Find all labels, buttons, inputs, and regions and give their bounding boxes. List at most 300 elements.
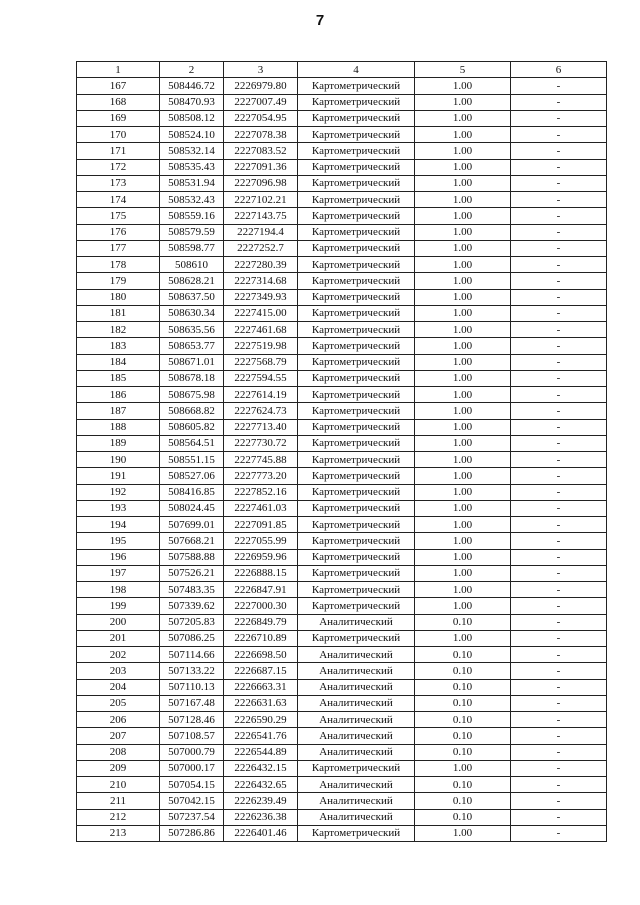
note-cell: -: [511, 663, 607, 679]
note-cell: -: [511, 728, 607, 744]
point-number-cell: 194: [77, 517, 160, 533]
x-coordinate-cell: 508559.16: [160, 208, 224, 224]
accuracy-cell: 1.00: [415, 760, 511, 776]
method-cell: Картометрический: [298, 143, 415, 159]
accuracy-cell: 0.10: [415, 777, 511, 793]
x-coordinate-cell: 508637.50: [160, 289, 224, 305]
method-cell: Картометрический: [298, 403, 415, 419]
point-number-cell: 193: [77, 500, 160, 516]
y-coordinate-cell: 2226239.49: [224, 793, 298, 809]
table-row: [77, 484, 607, 500]
accuracy-cell: 1.00: [415, 322, 511, 338]
note-cell: -: [511, 403, 607, 419]
x-coordinate-cell: 508024.45: [160, 500, 224, 516]
x-coordinate-cell: 508579.59: [160, 224, 224, 240]
note-cell: -: [511, 533, 607, 549]
method-cell: Аналитический: [298, 614, 415, 630]
note-cell: -: [511, 143, 607, 159]
x-coordinate-cell: 507483.35: [160, 582, 224, 598]
y-coordinate-cell: 2227852.16: [224, 484, 298, 500]
table-body: [77, 78, 607, 842]
column-header: 3: [224, 62, 298, 78]
table-row: [77, 435, 607, 451]
method-cell: Картометрический: [298, 565, 415, 581]
point-number-cell: 173: [77, 175, 160, 191]
y-coordinate-cell: 2227054.95: [224, 110, 298, 126]
y-coordinate-cell: 2226631.63: [224, 695, 298, 711]
point-number-cell: 206: [77, 712, 160, 728]
y-coordinate-cell: 2227745.88: [224, 452, 298, 468]
table-row: [77, 273, 607, 289]
x-coordinate-cell: 507128.46: [160, 712, 224, 728]
y-coordinate-cell: 2226401.46: [224, 825, 298, 841]
y-coordinate-cell: 2227614.19: [224, 387, 298, 403]
x-coordinate-cell: 507110.13: [160, 679, 224, 695]
table-row: [77, 825, 607, 841]
method-cell: Аналитический: [298, 695, 415, 711]
note-cell: -: [511, 305, 607, 321]
y-coordinate-cell: 2226687.15: [224, 663, 298, 679]
note-cell: -: [511, 419, 607, 435]
table-row: [77, 305, 607, 321]
note-cell: -: [511, 208, 607, 224]
method-cell: Картометрический: [298, 435, 415, 451]
method-cell: Картометрический: [298, 159, 415, 175]
point-number-cell: 171: [77, 143, 160, 159]
point-number-cell: 180: [77, 289, 160, 305]
method-cell: Картометрический: [298, 175, 415, 191]
y-coordinate-cell: 2227083.52: [224, 143, 298, 159]
point-number-cell: 167: [77, 78, 160, 94]
x-coordinate-cell: 508470.93: [160, 94, 224, 110]
y-coordinate-cell: 2226979.80: [224, 78, 298, 94]
method-cell: Картометрический: [298, 110, 415, 126]
note-cell: -: [511, 549, 607, 565]
table-row: [77, 712, 607, 728]
x-coordinate-cell: 508532.43: [160, 192, 224, 208]
method-cell: Картометрический: [298, 322, 415, 338]
point-number-cell: 210: [77, 777, 160, 793]
note-cell: -: [511, 582, 607, 598]
note-cell: -: [511, 712, 607, 728]
x-coordinate-cell: 508678.18: [160, 370, 224, 386]
x-coordinate-cell: 507588.88: [160, 549, 224, 565]
accuracy-cell: 1.00: [415, 273, 511, 289]
note-cell: -: [511, 370, 607, 386]
method-cell: Картометрический: [298, 192, 415, 208]
method-cell: Картометрический: [298, 533, 415, 549]
note-cell: -: [511, 500, 607, 516]
y-coordinate-cell: 2227461.68: [224, 322, 298, 338]
y-coordinate-cell: 2227007.49: [224, 94, 298, 110]
table-row: [77, 338, 607, 354]
table-row: [77, 744, 607, 760]
point-number-cell: 200: [77, 614, 160, 630]
table-row: [77, 728, 607, 744]
method-cell: Картометрический: [298, 78, 415, 94]
note-cell: -: [511, 793, 607, 809]
x-coordinate-cell: 507167.48: [160, 695, 224, 711]
note-cell: -: [511, 192, 607, 208]
table-row: [77, 78, 607, 94]
method-cell: Картометрический: [298, 273, 415, 289]
accuracy-cell: 1.00: [415, 208, 511, 224]
accuracy-cell: 1.00: [415, 127, 511, 143]
method-cell: Картометрический: [298, 630, 415, 646]
x-coordinate-cell: 507000.17: [160, 760, 224, 776]
method-cell: Аналитический: [298, 663, 415, 679]
table-row: [77, 143, 607, 159]
y-coordinate-cell: 2227143.75: [224, 208, 298, 224]
note-cell: -: [511, 614, 607, 630]
table-row: [77, 159, 607, 175]
method-cell: Картометрический: [298, 419, 415, 435]
y-coordinate-cell: 2227519.98: [224, 338, 298, 354]
column-header: 1: [77, 62, 160, 78]
point-number-cell: 201: [77, 630, 160, 646]
accuracy-cell: 1.00: [415, 338, 511, 354]
accuracy-cell: 0.10: [415, 809, 511, 825]
accuracy-cell: 1.00: [415, 549, 511, 565]
x-coordinate-cell: 508675.98: [160, 387, 224, 403]
accuracy-cell: 1.00: [415, 517, 511, 533]
y-coordinate-cell: 2227280.39: [224, 257, 298, 273]
point-number-cell: 189: [77, 435, 160, 451]
accuracy-cell: 1.00: [415, 192, 511, 208]
point-number-cell: 185: [77, 370, 160, 386]
table-header-row: [77, 62, 607, 78]
method-cell: Картометрический: [298, 289, 415, 305]
x-coordinate-cell: 508564.51: [160, 435, 224, 451]
x-coordinate-cell: 508610: [160, 257, 224, 273]
x-coordinate-cell: 507054.15: [160, 777, 224, 793]
accuracy-cell: 1.00: [415, 143, 511, 159]
y-coordinate-cell: 2226959.96: [224, 549, 298, 565]
note-cell: -: [511, 257, 607, 273]
point-number-cell: 169: [77, 110, 160, 126]
table-row: [77, 192, 607, 208]
method-cell: Картометрический: [298, 370, 415, 386]
point-number-cell: 203: [77, 663, 160, 679]
accuracy-cell: 1.00: [415, 387, 511, 403]
accuracy-cell: 1.00: [415, 175, 511, 191]
x-coordinate-cell: 508605.82: [160, 419, 224, 435]
accuracy-cell: 1.00: [415, 565, 511, 581]
point-number-cell: 188: [77, 419, 160, 435]
y-coordinate-cell: 2227624.73: [224, 403, 298, 419]
y-coordinate-cell: 2226698.50: [224, 647, 298, 663]
y-coordinate-cell: 2226849.79: [224, 614, 298, 630]
method-cell: Аналитический: [298, 728, 415, 744]
method-cell: Картометрический: [298, 500, 415, 516]
table-row: [77, 289, 607, 305]
table-row: [77, 257, 607, 273]
x-coordinate-cell: 508508.12: [160, 110, 224, 126]
method-cell: Картометрический: [298, 517, 415, 533]
table-row: [77, 452, 607, 468]
column-header: 6: [511, 62, 607, 78]
y-coordinate-cell: 2226544.89: [224, 744, 298, 760]
point-number-cell: 183: [77, 338, 160, 354]
point-number-cell: 174: [77, 192, 160, 208]
note-cell: -: [511, 695, 607, 711]
point-number-cell: 207: [77, 728, 160, 744]
note-cell: -: [511, 387, 607, 403]
note-cell: -: [511, 322, 607, 338]
accuracy-cell: 0.10: [415, 679, 511, 695]
x-coordinate-cell: 507237.54: [160, 809, 224, 825]
method-cell: Картометрический: [298, 354, 415, 370]
method-cell: Картометрический: [298, 305, 415, 321]
x-coordinate-cell: 508531.94: [160, 175, 224, 191]
accuracy-cell: 1.00: [415, 78, 511, 94]
x-coordinate-cell: 507114.66: [160, 647, 224, 663]
accuracy-cell: 1.00: [415, 305, 511, 321]
method-cell: Аналитический: [298, 809, 415, 825]
table-row: [77, 630, 607, 646]
column-header: 5: [415, 62, 511, 78]
y-coordinate-cell: 2227349.93: [224, 289, 298, 305]
y-coordinate-cell: 2227091.36: [224, 159, 298, 175]
point-number-cell: 202: [77, 647, 160, 663]
accuracy-cell: 1.00: [415, 484, 511, 500]
table-row: [77, 387, 607, 403]
note-cell: -: [511, 825, 607, 841]
x-coordinate-cell: 507133.22: [160, 663, 224, 679]
note-cell: -: [511, 517, 607, 533]
table-row: [77, 240, 607, 256]
point-number-cell: 199: [77, 598, 160, 614]
x-coordinate-cell: 508630.34: [160, 305, 224, 321]
note-cell: -: [511, 175, 607, 191]
y-coordinate-cell: 2227314.68: [224, 273, 298, 289]
note-cell: -: [511, 159, 607, 175]
point-number-cell: 208: [77, 744, 160, 760]
note-cell: -: [511, 598, 607, 614]
x-coordinate-cell: 508535.43: [160, 159, 224, 175]
x-coordinate-cell: 507042.15: [160, 793, 224, 809]
accuracy-cell: 0.10: [415, 663, 511, 679]
accuracy-cell: 1.00: [415, 598, 511, 614]
y-coordinate-cell: 2226432.65: [224, 777, 298, 793]
x-coordinate-cell: 507339.62: [160, 598, 224, 614]
note-cell: -: [511, 647, 607, 663]
accuracy-cell: 0.10: [415, 728, 511, 744]
method-cell: Картометрический: [298, 240, 415, 256]
table-row: [77, 582, 607, 598]
x-coordinate-cell: 507668.21: [160, 533, 224, 549]
table-row: [77, 533, 607, 549]
note-cell: -: [511, 94, 607, 110]
table-row: [77, 110, 607, 126]
accuracy-cell: 0.10: [415, 695, 511, 711]
method-cell: Аналитический: [298, 647, 415, 663]
y-coordinate-cell: 2226710.89: [224, 630, 298, 646]
y-coordinate-cell: 2227730.72: [224, 435, 298, 451]
y-coordinate-cell: 2226847.91: [224, 582, 298, 598]
accuracy-cell: 1.00: [415, 159, 511, 175]
table-row: [77, 500, 607, 516]
table-row: [77, 175, 607, 191]
table-row: [77, 679, 607, 695]
x-coordinate-cell: 508524.10: [160, 127, 224, 143]
accuracy-cell: 1.00: [415, 403, 511, 419]
x-coordinate-cell: 508635.56: [160, 322, 224, 338]
accuracy-cell: 1.00: [415, 419, 511, 435]
y-coordinate-cell: 2226663.31: [224, 679, 298, 695]
y-coordinate-cell: 2227091.85: [224, 517, 298, 533]
point-number-cell: 178: [77, 257, 160, 273]
point-number-cell: 211: [77, 793, 160, 809]
method-cell: Аналитический: [298, 793, 415, 809]
table-row: [77, 468, 607, 484]
table-row: [77, 403, 607, 419]
accuracy-cell: 1.00: [415, 370, 511, 386]
x-coordinate-cell: 508416.85: [160, 484, 224, 500]
table-row: [77, 354, 607, 370]
point-number-cell: 175: [77, 208, 160, 224]
x-coordinate-cell: 508598.77: [160, 240, 224, 256]
point-number-cell: 184: [77, 354, 160, 370]
accuracy-cell: 1.00: [415, 500, 511, 516]
point-number-cell: 198: [77, 582, 160, 598]
point-number-cell: 204: [77, 679, 160, 695]
y-coordinate-cell: 2226432.15: [224, 760, 298, 776]
method-cell: Картометрический: [298, 598, 415, 614]
y-coordinate-cell: 2226590.29: [224, 712, 298, 728]
table-row: [77, 419, 607, 435]
y-coordinate-cell: 2227055.99: [224, 533, 298, 549]
point-number-cell: 172: [77, 159, 160, 175]
point-number-cell: 192: [77, 484, 160, 500]
method-cell: Картометрический: [298, 825, 415, 841]
table-row: [77, 322, 607, 338]
table-row: [77, 208, 607, 224]
note-cell: -: [511, 240, 607, 256]
note-cell: -: [511, 809, 607, 825]
x-coordinate-cell: 508628.21: [160, 273, 224, 289]
accuracy-cell: 1.00: [415, 825, 511, 841]
note-cell: -: [511, 273, 607, 289]
table-row: [77, 549, 607, 565]
method-cell: Картометрический: [298, 484, 415, 500]
note-cell: -: [511, 354, 607, 370]
x-coordinate-cell: 507000.79: [160, 744, 224, 760]
method-cell: Картометрический: [298, 760, 415, 776]
x-coordinate-cell: 508527.06: [160, 468, 224, 484]
table-row: [77, 517, 607, 533]
accuracy-cell: 1.00: [415, 94, 511, 110]
method-cell: Картометрический: [298, 94, 415, 110]
accuracy-cell: 0.10: [415, 614, 511, 630]
accuracy-cell: 1.00: [415, 224, 511, 240]
accuracy-cell: 1.00: [415, 240, 511, 256]
method-cell: Аналитический: [298, 679, 415, 695]
x-coordinate-cell: 507699.01: [160, 517, 224, 533]
table-row: [77, 614, 607, 630]
y-coordinate-cell: 2227000.30: [224, 598, 298, 614]
table-row: [77, 777, 607, 793]
column-header: 2: [160, 62, 224, 78]
x-coordinate-cell: 508551.15: [160, 452, 224, 468]
point-number-cell: 195: [77, 533, 160, 549]
y-coordinate-cell: 2227568.79: [224, 354, 298, 370]
method-cell: Картометрический: [298, 387, 415, 403]
note-cell: -: [511, 679, 607, 695]
note-cell: -: [511, 338, 607, 354]
point-number-cell: 213: [77, 825, 160, 841]
accuracy-cell: 1.00: [415, 582, 511, 598]
table-row: [77, 647, 607, 663]
method-cell: Аналитический: [298, 777, 415, 793]
accuracy-cell: 1.00: [415, 630, 511, 646]
y-coordinate-cell: 2227594.55: [224, 370, 298, 386]
point-number-cell: 187: [77, 403, 160, 419]
accuracy-cell: 0.10: [415, 647, 511, 663]
accuracy-cell: 1.00: [415, 452, 511, 468]
table-row: [77, 809, 607, 825]
point-number-cell: 191: [77, 468, 160, 484]
note-cell: -: [511, 435, 607, 451]
table-row: [77, 695, 607, 711]
method-cell: Картометрический: [298, 224, 415, 240]
x-coordinate-cell: 508446.72: [160, 78, 224, 94]
y-coordinate-cell: 2227713.40: [224, 419, 298, 435]
y-coordinate-cell: 2226888.15: [224, 565, 298, 581]
accuracy-cell: 1.00: [415, 110, 511, 126]
x-coordinate-cell: 508653.77: [160, 338, 224, 354]
note-cell: -: [511, 760, 607, 776]
point-number-cell: 177: [77, 240, 160, 256]
table-row: [77, 94, 607, 110]
point-number-cell: 209: [77, 760, 160, 776]
accuracy-cell: 1.00: [415, 468, 511, 484]
method-cell: Аналитический: [298, 744, 415, 760]
x-coordinate-cell: 508668.82: [160, 403, 224, 419]
note-cell: -: [511, 78, 607, 94]
point-number-cell: 205: [77, 695, 160, 711]
note-cell: -: [511, 630, 607, 646]
y-coordinate-cell: 2227773.20: [224, 468, 298, 484]
table-row: [77, 598, 607, 614]
accuracy-cell: 1.00: [415, 354, 511, 370]
note-cell: -: [511, 468, 607, 484]
y-coordinate-cell: 2227415.00: [224, 305, 298, 321]
page-number: 7: [315, 12, 325, 29]
y-coordinate-cell: 2227078.38: [224, 127, 298, 143]
note-cell: -: [511, 289, 607, 305]
method-cell: Аналитический: [298, 712, 415, 728]
table-row: [77, 370, 607, 386]
y-coordinate-cell: 2227102.21: [224, 192, 298, 208]
point-number-cell: 197: [77, 565, 160, 581]
method-cell: Картометрический: [298, 468, 415, 484]
point-number-cell: 170: [77, 127, 160, 143]
x-coordinate-cell: 508671.01: [160, 354, 224, 370]
method-cell: Картометрический: [298, 582, 415, 598]
note-cell: -: [511, 777, 607, 793]
method-cell: Картометрический: [298, 208, 415, 224]
point-number-cell: 182: [77, 322, 160, 338]
point-number-cell: 190: [77, 452, 160, 468]
point-number-cell: 168: [77, 94, 160, 110]
method-cell: Картометрический: [298, 257, 415, 273]
point-number-cell: 179: [77, 273, 160, 289]
method-cell: Картометрический: [298, 127, 415, 143]
point-number-cell: 186: [77, 387, 160, 403]
table-row: [77, 565, 607, 581]
accuracy-cell: 1.00: [415, 435, 511, 451]
